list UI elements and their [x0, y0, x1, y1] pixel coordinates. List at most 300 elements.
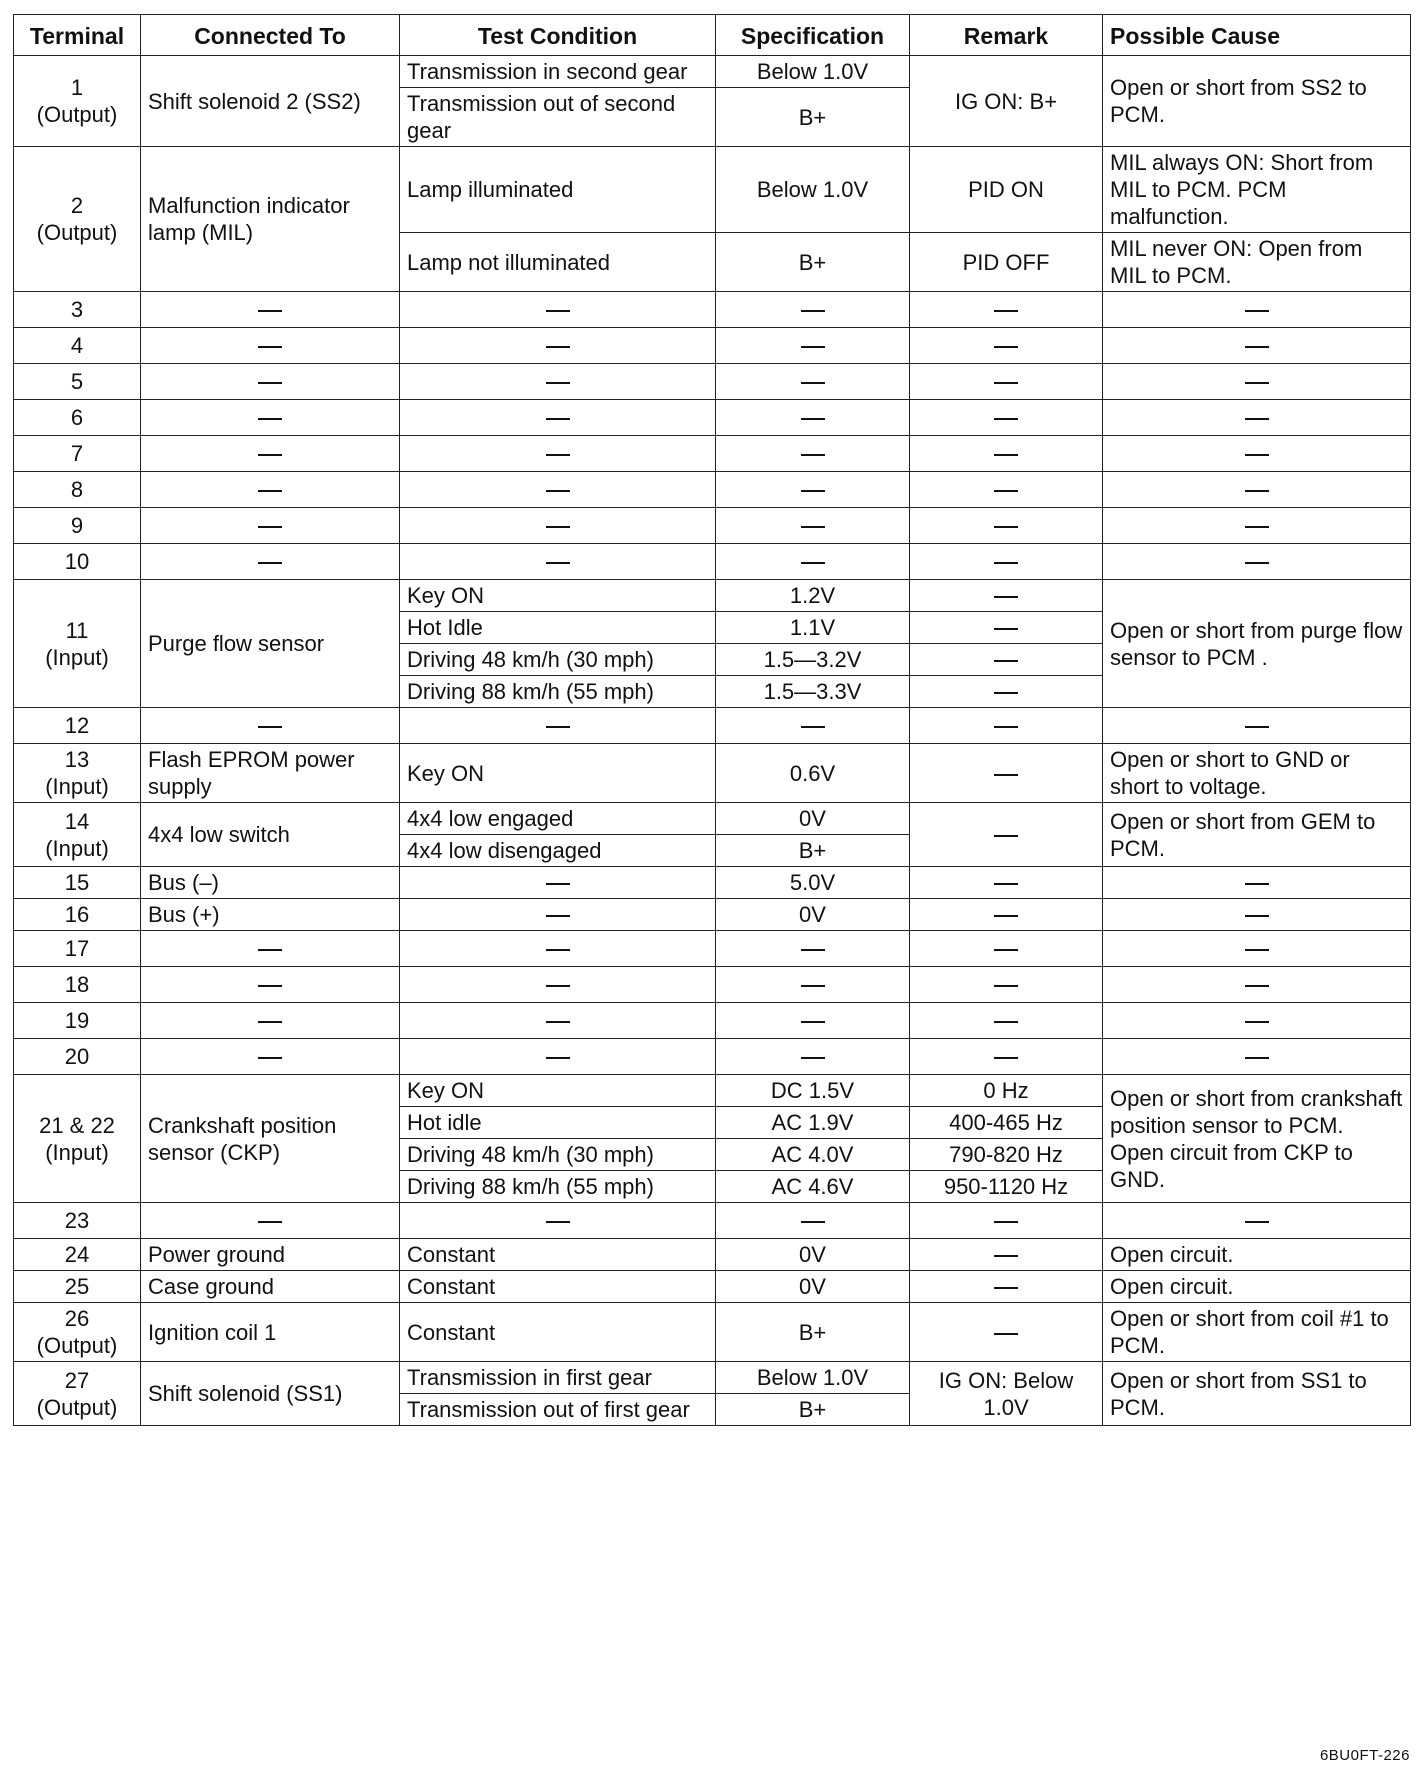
spec-cell: 1.5—3.3V	[716, 676, 910, 708]
terminal-cell	[14, 867, 141, 899]
remark-cell: 400-465 Hz	[910, 1107, 1103, 1139]
cause-cell: Open or short from purge flow sensor to PCM .	[1103, 580, 1411, 708]
condition-cell	[400, 472, 716, 508]
cause-cell	[1103, 867, 1411, 899]
dash-mark	[801, 454, 825, 456]
remark-cell: PID ON	[910, 147, 1103, 233]
spec-cell: B+	[716, 1303, 910, 1362]
connected-cell: Power ground	[141, 1239, 400, 1271]
connected-cell: Case ground	[141, 1271, 400, 1303]
table-row	[14, 1362, 1411, 1394]
condition-cell	[400, 544, 716, 580]
cause-cell: Open or short from crankshaft position sensor to PCM. Open circuit from CKP to GND.	[1103, 1075, 1411, 1203]
condition-cell	[400, 328, 716, 364]
dash-mark	[994, 985, 1018, 987]
terminal-cell	[14, 544, 141, 580]
figure-reference: 6BU0FT-226	[1319, 1747, 1410, 1764]
remark-cell	[910, 328, 1103, 364]
table-row	[14, 967, 1411, 1003]
remark-cell	[910, 1003, 1103, 1039]
remark-cell	[910, 612, 1103, 644]
table-row	[14, 436, 1411, 472]
dash-mark	[258, 1221, 282, 1223]
table-row	[14, 1003, 1411, 1039]
spec-cell: 1.1V	[716, 612, 910, 644]
terminal-number: 12	[64, 713, 90, 738]
remark-cell	[910, 1239, 1103, 1271]
dash-mark	[546, 418, 570, 420]
table-row	[14, 472, 1411, 508]
terminal-cell	[14, 931, 141, 967]
terminal-direction: (Output)	[36, 1333, 118, 1358]
terminal-number: 27	[64, 1367, 90, 1393]
connected-cell	[141, 1203, 400, 1239]
table-row	[14, 292, 1411, 328]
terminal-direction: (Output)	[36, 220, 118, 245]
dash-mark	[994, 418, 1018, 420]
cause-cell	[1103, 292, 1411, 328]
condition-cell	[400, 1039, 716, 1075]
terminal-number: 16	[64, 902, 90, 927]
condition-cell: Constant	[400, 1271, 716, 1303]
dash-mark	[994, 1333, 1018, 1335]
cause-cell: Open or short from coil #1 to PCM.	[1103, 1303, 1411, 1362]
terminal-cell	[14, 967, 141, 1003]
spec-cell	[716, 544, 910, 580]
condition-cell: Key ON	[400, 1075, 716, 1107]
terminal-number: 21 & 22	[39, 1112, 115, 1138]
terminal-number: 4	[70, 333, 84, 358]
table-row	[14, 867, 1411, 899]
terminal-cell	[14, 803, 141, 867]
header-remark: Remark	[910, 15, 1103, 56]
remark-cell	[910, 1271, 1103, 1303]
terminal-number: 15	[64, 870, 90, 895]
table-row	[14, 1203, 1411, 1239]
spec-cell	[716, 472, 910, 508]
spec-cell	[716, 1039, 910, 1075]
terminal-cell	[14, 899, 141, 931]
dash-mark	[258, 562, 282, 564]
condition-cell	[400, 967, 716, 1003]
connected-cell: Bus (+)	[141, 899, 400, 931]
condition-cell	[400, 867, 716, 899]
dash-mark	[1245, 490, 1269, 492]
dash-mark	[994, 883, 1018, 885]
terminal-cell	[14, 1203, 141, 1239]
dash-mark	[994, 774, 1018, 776]
connected-cell	[141, 328, 400, 364]
cause-cell	[1103, 931, 1411, 967]
dash-mark	[1245, 1221, 1269, 1223]
cause-cell	[1103, 967, 1411, 1003]
table-row	[14, 1239, 1411, 1271]
connected-cell	[141, 967, 400, 1003]
connected-cell: Shift solenoid 2 (SS2)	[141, 56, 400, 147]
spec-cell: AC 4.0V	[716, 1139, 910, 1171]
spec-cell	[716, 364, 910, 400]
condition-cell: Driving 88 km/h (55 mph)	[400, 1171, 716, 1203]
terminal-cell	[14, 508, 141, 544]
condition-cell: Lamp illuminated	[400, 147, 716, 233]
dash-mark	[994, 835, 1018, 837]
condition-cell: Transmission out of second gear	[400, 88, 716, 147]
condition-cell	[400, 508, 716, 544]
terminal-cell	[14, 1039, 141, 1075]
dash-mark	[1245, 454, 1269, 456]
cause-cell	[1103, 544, 1411, 580]
dash-mark	[546, 1021, 570, 1023]
cause-cell	[1103, 1003, 1411, 1039]
remark-cell	[910, 1303, 1103, 1362]
spec-cell: 0V	[716, 1271, 910, 1303]
remark-cell	[910, 292, 1103, 328]
condition-cell: Driving 48 km/h (30 mph)	[400, 1139, 716, 1171]
dash-mark	[994, 490, 1018, 492]
condition-cell: Key ON	[400, 744, 716, 803]
header-test-condition: Test Condition	[400, 15, 716, 56]
connected-cell	[141, 292, 400, 328]
table-row	[14, 1039, 1411, 1075]
terminal-number: 17	[64, 936, 90, 961]
terminal-cell	[14, 56, 141, 147]
dash-mark	[1245, 382, 1269, 384]
dash-mark	[994, 526, 1018, 528]
dash-mark	[801, 562, 825, 564]
terminal-direction: (Input)	[45, 835, 109, 861]
terminal-table-sheet	[13, 14, 1410, 1426]
terminal-cell	[14, 292, 141, 328]
table-row	[14, 328, 1411, 364]
dash-mark	[546, 382, 570, 384]
terminal-number: 11	[65, 617, 89, 643]
remark-cell	[910, 472, 1103, 508]
dash-mark	[258, 454, 282, 456]
dash-mark	[258, 382, 282, 384]
dash-mark	[994, 1255, 1018, 1257]
terminal-number: 23	[64, 1208, 90, 1233]
connected-cell	[141, 508, 400, 544]
condition-cell: Transmission in first gear	[400, 1362, 716, 1394]
terminal-number: 20	[64, 1044, 90, 1069]
terminal-number: 9	[70, 513, 84, 538]
remark-cell	[910, 1039, 1103, 1075]
dash-mark	[546, 490, 570, 492]
connected-cell: Purge flow sensor	[141, 580, 400, 708]
dash-mark	[994, 1057, 1018, 1059]
spec-cell	[716, 1003, 910, 1039]
table-row	[14, 364, 1411, 400]
remark-cell	[910, 1203, 1103, 1239]
dash-mark	[258, 1021, 282, 1023]
dash-mark	[801, 1057, 825, 1059]
terminal-direction: (Input)	[45, 1139, 109, 1165]
cause-cell: Open circuit.	[1103, 1271, 1411, 1303]
dash-mark	[994, 692, 1018, 694]
terminal-direction: (Input)	[45, 644, 109, 670]
dash-mark	[546, 562, 570, 564]
terminal-number: 13	[64, 747, 90, 772]
terminal-number: 2	[70, 193, 84, 218]
terminal-number: 26	[64, 1306, 90, 1331]
remark-cell: 950-1120 Hz	[910, 1171, 1103, 1203]
spec-cell: AC 1.9V	[716, 1107, 910, 1139]
spec-cell	[716, 708, 910, 744]
spec-cell: 5.0V	[716, 867, 910, 899]
table-row	[14, 803, 1411, 835]
terminal-number: 19	[64, 1008, 90, 1033]
spec-cell: AC 4.6V	[716, 1171, 910, 1203]
dash-mark	[994, 382, 1018, 384]
remark-cell	[910, 899, 1103, 931]
dash-mark	[1245, 526, 1269, 528]
terminal-cell	[14, 1239, 141, 1271]
dash-mark	[258, 418, 282, 420]
spec-cell: 1.5—3.2V	[716, 644, 910, 676]
terminal-cell	[14, 1362, 141, 1426]
spec-cell: DC 1.5V	[716, 1075, 910, 1107]
dash-mark	[1245, 985, 1269, 987]
dash-mark	[1245, 949, 1269, 951]
dash-mark	[546, 310, 570, 312]
terminal-number: 25	[64, 1274, 90, 1299]
connected-cell: Malfunction indicator lamp (MIL)	[141, 147, 400, 292]
condition-cell: Transmission in second gear	[400, 56, 716, 88]
dash-mark	[546, 949, 570, 951]
dash-mark	[258, 726, 282, 728]
terminal-cell	[14, 364, 141, 400]
condition-cell: Constant	[400, 1239, 716, 1271]
dash-mark	[546, 346, 570, 348]
spec-cell: 0V	[716, 1239, 910, 1271]
spec-cell	[716, 1203, 910, 1239]
terminal-cell	[14, 472, 141, 508]
dash-mark	[1245, 1057, 1269, 1059]
condition-cell: Constant	[400, 1303, 716, 1362]
condition-cell: Key ON	[400, 580, 716, 612]
condition-cell: Hot idle	[400, 1107, 716, 1139]
header-specification: Specification	[716, 15, 910, 56]
terminal-cell	[14, 1003, 141, 1039]
dash-mark	[994, 346, 1018, 348]
table-row	[14, 1303, 1411, 1362]
terminal-cell	[14, 400, 141, 436]
header-connected-to: Connected To	[141, 15, 400, 56]
header-row	[14, 15, 1411, 56]
terminal-cell	[14, 1303, 141, 1362]
condition-cell	[400, 400, 716, 436]
dash-mark	[1245, 883, 1269, 885]
spec-cell: 0V	[716, 803, 910, 835]
table-row	[14, 899, 1411, 931]
dash-mark	[801, 1221, 825, 1223]
connected-cell: 4x4 low switch	[141, 803, 400, 867]
dash-mark	[994, 310, 1018, 312]
cause-cell	[1103, 508, 1411, 544]
dash-mark	[801, 310, 825, 312]
connected-cell	[141, 708, 400, 744]
remark-cell	[910, 744, 1103, 803]
condition-cell	[400, 1203, 716, 1239]
dash-mark	[801, 726, 825, 728]
connected-cell	[141, 436, 400, 472]
terminal-direction: (Output)	[36, 102, 118, 127]
connected-cell: Bus (–)	[141, 867, 400, 899]
dash-mark	[1245, 310, 1269, 312]
connected-cell	[141, 544, 400, 580]
spec-cell	[716, 400, 910, 436]
remark-cell	[910, 967, 1103, 1003]
dash-mark	[258, 1057, 282, 1059]
terminal-cell	[14, 580, 141, 708]
spec-cell: B+	[716, 1394, 910, 1426]
spec-cell: 0.6V	[716, 744, 910, 803]
spec-cell: 1.2V	[716, 580, 910, 612]
condition-cell	[400, 1003, 716, 1039]
dash-mark	[801, 490, 825, 492]
remark-cell	[910, 364, 1103, 400]
terminal-cell	[14, 147, 141, 292]
terminal-number: 14	[64, 808, 90, 834]
spec-cell: Below 1.0V	[716, 1362, 910, 1394]
cause-cell	[1103, 436, 1411, 472]
dash-mark	[546, 454, 570, 456]
spec-cell: Below 1.0V	[716, 147, 910, 233]
cause-cell	[1103, 472, 1411, 508]
condition-cell: 4x4 low disengaged	[400, 835, 716, 867]
terminal-number: 24	[64, 1242, 90, 1267]
terminal-number: 8	[70, 477, 84, 502]
dash-mark	[994, 1021, 1018, 1023]
dash-mark	[801, 1021, 825, 1023]
table-row	[14, 56, 1411, 88]
dash-mark	[546, 526, 570, 528]
dash-mark	[546, 726, 570, 728]
dash-mark	[994, 596, 1018, 598]
table-row	[14, 931, 1411, 967]
connected-cell: Shift solenoid (SS1)	[141, 1362, 400, 1426]
dash-mark	[801, 949, 825, 951]
table-row	[14, 400, 1411, 436]
dash-mark	[1245, 562, 1269, 564]
spec-cell	[716, 508, 910, 544]
table-body	[14, 56, 1411, 1426]
table-row	[14, 708, 1411, 744]
condition-cell: Hot Idle	[400, 612, 716, 644]
dash-mark	[258, 526, 282, 528]
dash-mark	[258, 985, 282, 987]
spec-cell: 0V	[716, 899, 910, 931]
cause-cell	[1103, 328, 1411, 364]
connected-cell: Ignition coil 1	[141, 1303, 400, 1362]
remark-cell: IG ON: B+	[910, 56, 1103, 147]
condition-cell	[400, 292, 716, 328]
dash-mark	[1245, 915, 1269, 917]
terminal-cell	[14, 436, 141, 472]
remark-cell: 790-820 Hz	[910, 1139, 1103, 1171]
connected-cell	[141, 1039, 400, 1075]
spec-cell	[716, 967, 910, 1003]
terminal-cell	[14, 1075, 141, 1203]
terminal-number: 18	[64, 972, 90, 997]
remark-cell	[910, 400, 1103, 436]
terminal-cell	[14, 1271, 141, 1303]
dash-mark	[801, 526, 825, 528]
dash-mark	[994, 1221, 1018, 1223]
condition-cell: 4x4 low engaged	[400, 803, 716, 835]
remark-cell	[910, 803, 1103, 867]
connected-cell	[141, 472, 400, 508]
remark-cell	[910, 544, 1103, 580]
connected-cell	[141, 400, 400, 436]
dash-mark	[1245, 346, 1269, 348]
spec-cell: B+	[716, 88, 910, 147]
condition-cell	[400, 364, 716, 400]
connected-cell	[141, 931, 400, 967]
dash-mark	[258, 490, 282, 492]
dash-mark	[546, 985, 570, 987]
dash-mark	[994, 726, 1018, 728]
header-possible-cause: Possible Cause	[1103, 15, 1411, 56]
connected-cell	[141, 364, 400, 400]
cause-cell	[1103, 1039, 1411, 1075]
remark-cell: 0 Hz	[910, 1075, 1103, 1107]
terminal-number: 6	[70, 405, 84, 430]
dash-mark	[1245, 726, 1269, 728]
spec-cell	[716, 931, 910, 967]
dash-mark	[1245, 418, 1269, 420]
header-terminal: Terminal	[14, 15, 141, 56]
table-row	[14, 1271, 1411, 1303]
cause-cell	[1103, 708, 1411, 744]
terminal-number: 10	[64, 549, 90, 574]
connected-cell	[141, 1003, 400, 1039]
table-row	[14, 744, 1411, 803]
terminal-number: 1	[70, 75, 84, 100]
dash-mark	[258, 346, 282, 348]
terminal-direction: (Output)	[36, 1394, 118, 1420]
connected-cell: Flash EPROM power supply	[141, 744, 400, 803]
cause-cell: MIL never ON: Open from MIL to PCM.	[1103, 233, 1411, 292]
remark-cell: PID OFF	[910, 233, 1103, 292]
dash-mark	[994, 628, 1018, 630]
remark-cell	[910, 436, 1103, 472]
dash-mark	[994, 660, 1018, 662]
cause-cell	[1103, 899, 1411, 931]
terminal-cell	[14, 744, 141, 803]
remark-cell	[910, 931, 1103, 967]
spec-cell: B+	[716, 835, 910, 867]
remark-cell	[910, 580, 1103, 612]
spec-cell	[716, 436, 910, 472]
condition-cell: Transmission out of first gear	[400, 1394, 716, 1426]
dash-mark	[994, 1287, 1018, 1289]
table-row	[14, 544, 1411, 580]
dash-mark	[546, 915, 570, 917]
spec-cell	[716, 328, 910, 364]
spec-cell	[716, 292, 910, 328]
cause-cell	[1103, 400, 1411, 436]
table-row	[14, 508, 1411, 544]
terminal-direction: (Input)	[45, 774, 109, 799]
condition-cell	[400, 436, 716, 472]
condition-cell: Driving 48 km/h (30 mph)	[400, 644, 716, 676]
pcm-terminal-table	[13, 14, 1411, 1426]
dash-mark	[546, 1221, 570, 1223]
terminal-cell	[14, 708, 141, 744]
dash-mark	[994, 949, 1018, 951]
terminal-number: 5	[70, 369, 84, 394]
